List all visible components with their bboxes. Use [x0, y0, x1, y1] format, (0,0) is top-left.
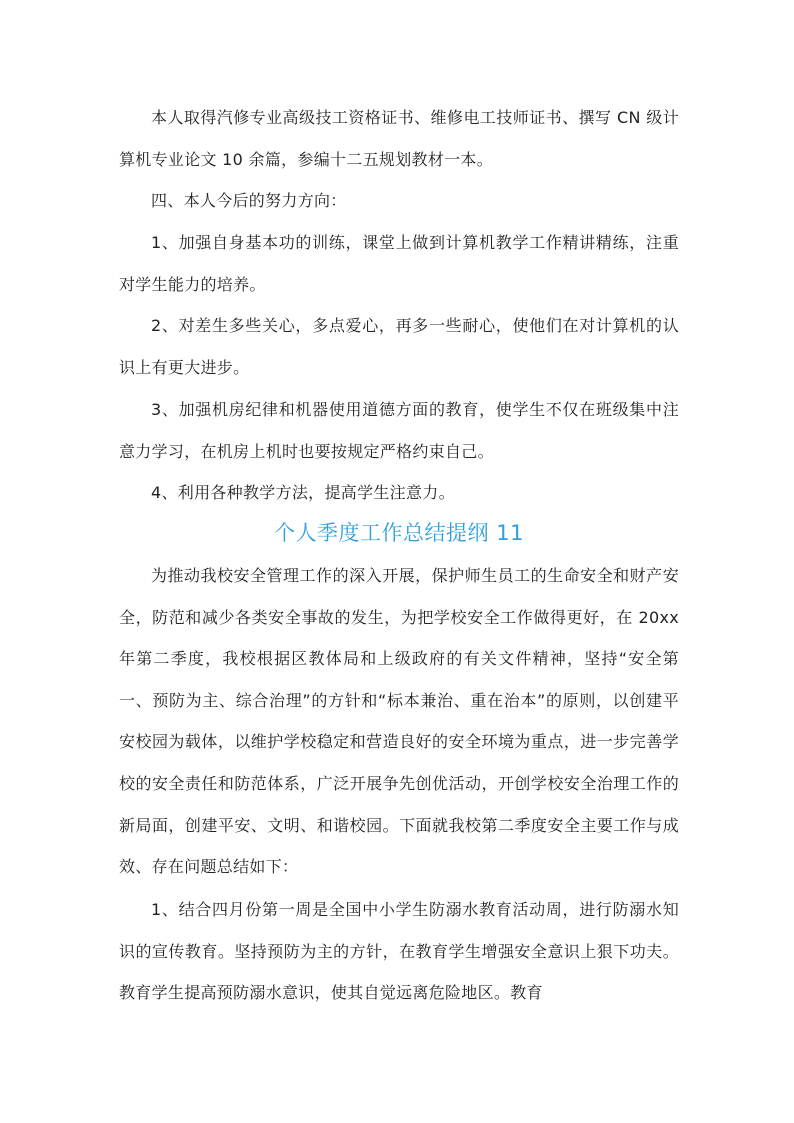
paragraph-item-2: 2、对差生多些关心，多点爱心，再多一些耐心，使他们在对计算机的认识上有更大进步。 — [119, 316, 679, 377]
paragraph-certificates: 本人取得汽修专业高级技工资格证书、维修电工技师证书、撰写 CN 级计算机专业论文 10 余篇，参编十二五规划教材一本。 — [119, 108, 679, 169]
paragraph-item-4: 4、利用各种教学方法，提高学生注意力。 — [151, 483, 455, 502]
paragraph-intro: 为推动我校安全管理工作的深入开展，保护师生员工的生命安全和财产安全，防范和减少各类安全事故的发生，为把学校安全工作做得更好，在 20xx 年第二季度，我校根据区教体局和上级政府的有关文件精神，坚持“安全第一、预防为主、综合治理”的方针和“标本兼治、重在治本”的原则，以创建平安校园为载体，以维护学校稳定和营造良好的安全环境为重点，进一步完善学校的安全责任和防范体系，广泛开展争先创优活动，开创学校安全治理工作的新局面，创建平安、文明、和谐校园。下面就我校第二季度安全主要工作与成效、存在问题总结如下： — [119, 566, 679, 877]
paragraph-section-four-heading: 四、本人今后的努力方向： — [151, 191, 347, 210]
paragraph-drowning-education: 1、结合四月份第一周是全国中小学生防溺水教育活动周，进行防溺水知识的宣传教育。坚持预防为主的方针，在教育学生增强安全意识上狠下功夫。教育学生提高预防溺水意识，使其自觉远离危险地区。教育 — [119, 900, 679, 1003]
section-heading: 个人季度工作总结提纲 11 — [274, 521, 524, 545]
paragraph-item-1: 1、加强自身基本功的训练，课堂上做到计算机教学工作精讲精练，注重对学生能力的培养。 — [119, 233, 679, 294]
paragraph-item-3: 3、加强机房纪律和机器使用道德方面的教育，使学生不仅在班级集中注意力学习，在机房上机时也要按规定严格约束自己。 — [119, 400, 679, 461]
